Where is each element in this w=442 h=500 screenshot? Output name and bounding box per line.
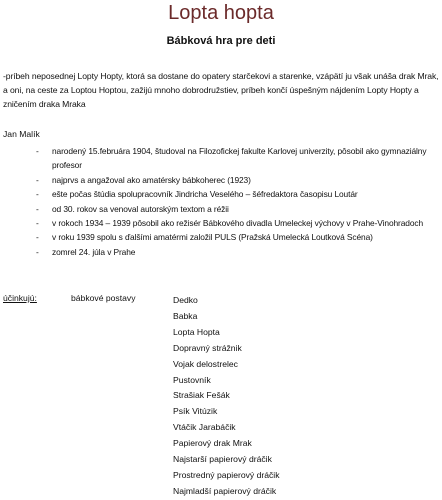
bio-text: najprvs a angažoval ako amatérsky bábkoherec (1923) [52,174,251,185]
author-bio-list [0,144,442,259]
character-item: Strašiak Fešák [173,390,230,401]
character-item: Babka [173,310,198,321]
bullet-dash: - [36,246,39,257]
bio-text: v roku 1939 spolu s ďalšími amatérmi založil PULS (Pražská Umelecká Loutková Scéna) [52,232,373,243]
character-item: Psík Vitúzik [173,406,218,417]
document-title: Lopta hopta [168,2,274,24]
bullet-dash: - [36,189,39,200]
bio-text: ešte počas štúdia spolupracovník Jindricha Veselého – šéfredaktora časopisu Loutár [52,189,358,200]
character-item: Vojak delostrelec [173,358,238,369]
author-name: Jan Malík [3,129,40,139]
bio-text: od 30. rokov sa venoval autorským textom a réžii [52,203,229,214]
bullet-dash: - [36,218,39,229]
character-item: Dopravný strážnik [173,342,242,353]
character-item: Lopta Hopta [173,326,220,337]
bullet-dash: - [36,203,39,214]
bio-item [0,230,442,244]
character-item: Dedko [173,295,198,305]
bio-text: v rokoch 1934 – 1939 pôsobil ako režisér Bábkového divadla Umeleckej výchovy v Prahe-Vinohradoch [52,218,424,229]
bio-item [0,173,442,187]
bullet-dash: - [36,146,39,156]
bio-item [0,144,442,173]
character-item: Prostredný papierový dráčik [173,469,280,480]
bullet-dash: - [36,232,39,243]
bio-item [0,187,442,201]
character-item: Vtáčik Jarabáčik [173,422,236,433]
cast-subheading: bábkové postavy [71,293,136,303]
document-subtitle: Bábková hra pre deti [166,35,276,47]
intro-paragraph: -príbeh neposednej Lopty Hopty, ktorá sa dostane do opatery starčekovi a starenke, vzápätí ju však unáša drak Mrak, a oni, na ceste za Loptou Hoptou, zažijú mnoho dobrodružstiev, príbeh končí úspešným nájdením Lopty Hopty a zničením draka Mraka [3,71,439,110]
bullet-dash: - [36,174,39,185]
bio-item [0,216,442,230]
bio-text: zomrel 24. júla v Prahe [52,246,136,257]
character-item: Najstarší papierový dráčik [173,454,272,465]
character-list [173,293,280,500]
bio-item [0,245,442,259]
character-item: Papierový drak Mrak [173,438,252,449]
bio-item [0,202,442,216]
character-item: Najmladší papierový dráčik [173,485,277,496]
cast-label: účinkujú: [3,293,37,303]
character-item: Pustovník [173,374,211,385]
bio-text: narodený 15.februára 1904, študoval na Filozofickej fakulte Karlovej univerzity, pôsobil ako gymnaziálny profesor [52,146,427,171]
